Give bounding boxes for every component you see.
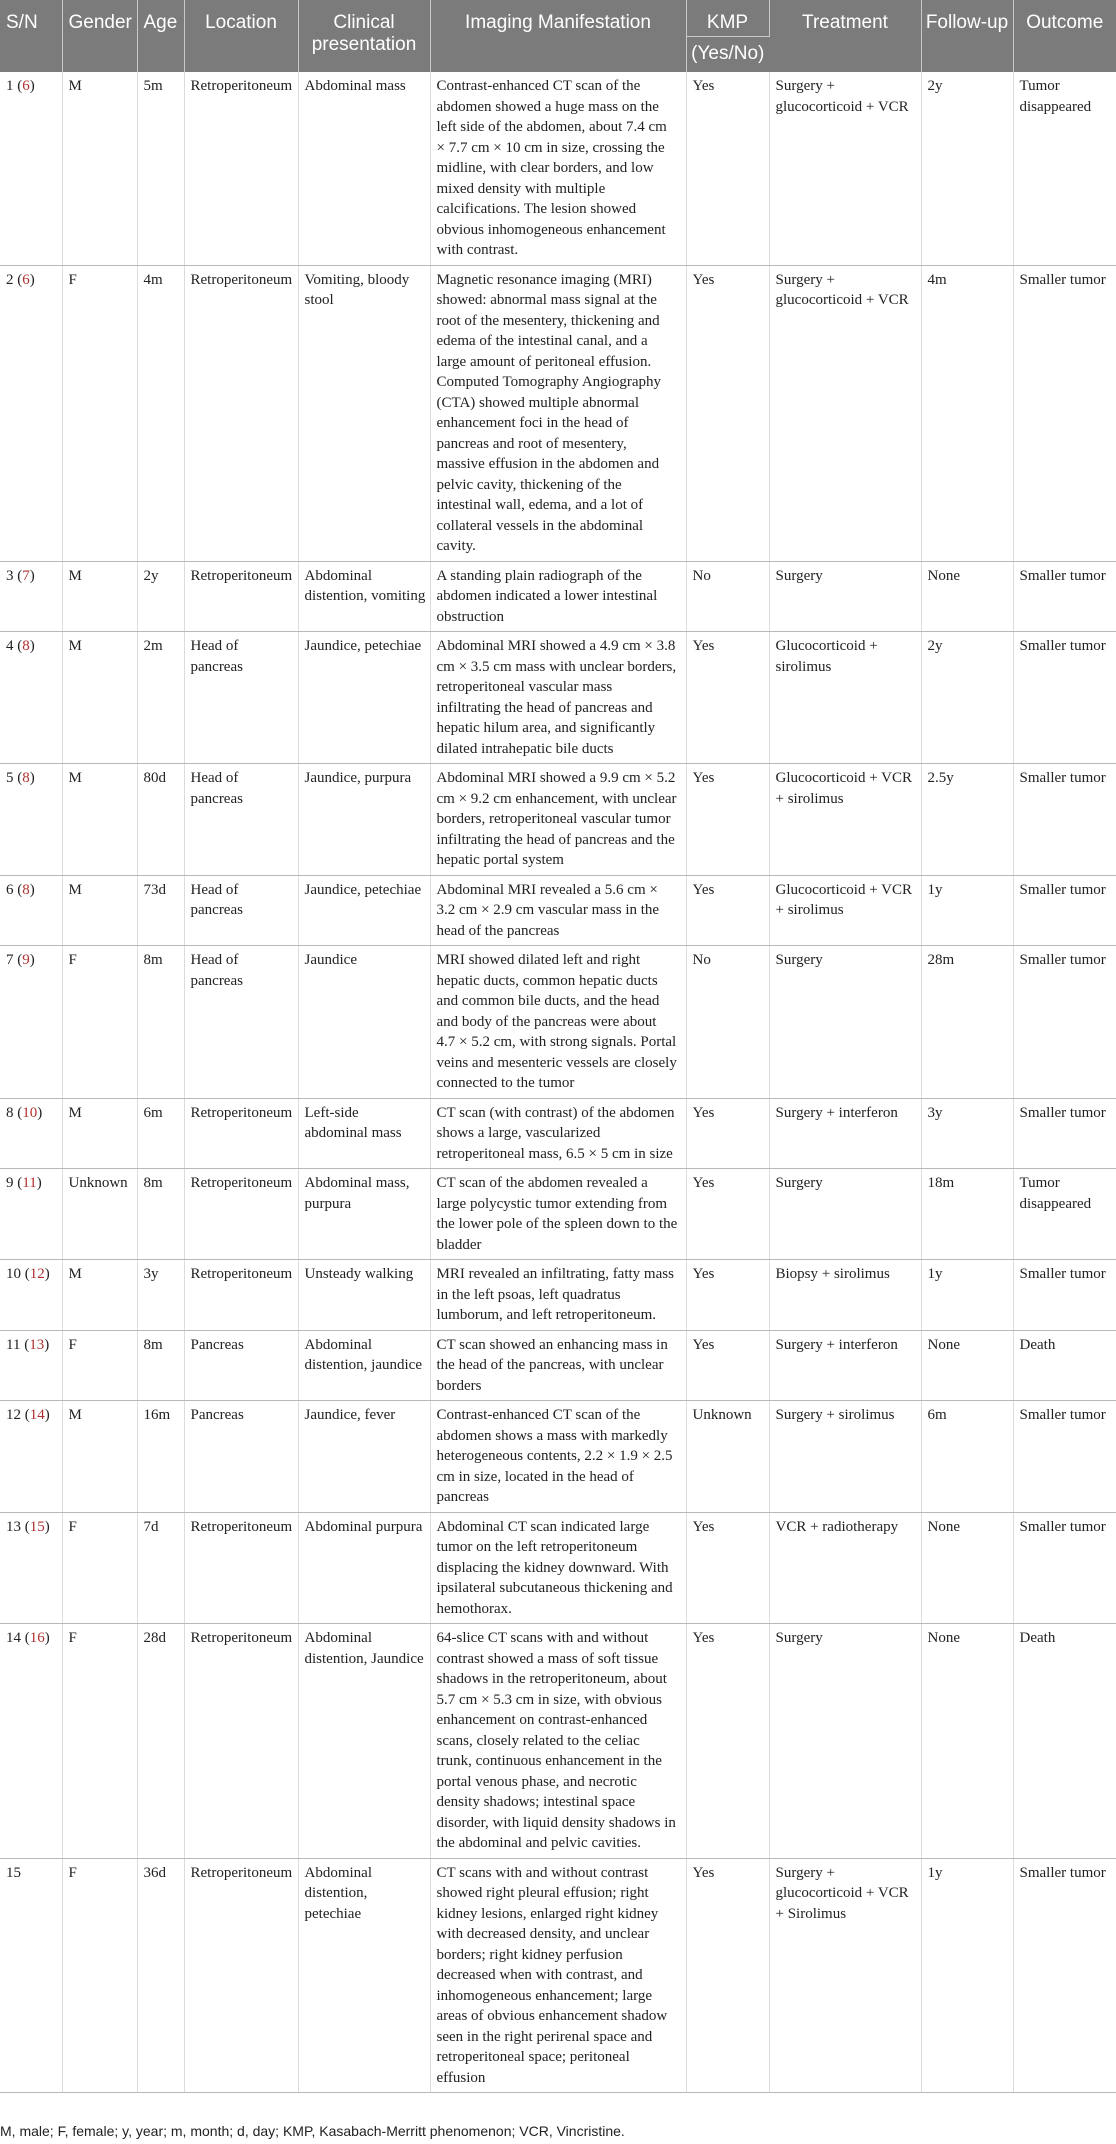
cell-imaging: 64-slice CT scans with and without contrast showed a mass of soft tissue shadows in the retroperitoneum, about 5.7 cm × 5.3 cm in size, with obvious enhancement on contrast-enhanced scans, closely related to the celiac trunk, continuous enhancement in the portal venous phase, and necrotic density shadows; intestinal space disorder, with liquid density shadows in the abdominal and pelvic cavities. [430, 1624, 686, 1859]
cell-age: 2y [137, 561, 184, 632]
reference-link[interactable]: (6) [13, 271, 35, 288]
cell-sn [0, 1624, 62, 1859]
header-treatment: Treatment [769, 0, 921, 72]
cell-clinical: Abdominal distention, petechiae [298, 1858, 430, 2093]
cell-gender: F [62, 265, 137, 561]
cell-followup: 1y [921, 1260, 1013, 1331]
cell-outcome: Tumor disappeared [1013, 1169, 1116, 1260]
reference-link[interactable]: (8) [13, 881, 35, 898]
cell-outcome: Smaller tumor [1013, 1401, 1116, 1513]
cell-gender: F [62, 1858, 137, 2093]
cell-sn [0, 632, 62, 764]
reference-number[interactable]: 14 [29, 1407, 45, 1423]
cell-gender: M [62, 1098, 137, 1169]
table-row [0, 1858, 1116, 2093]
cell-kmp: Yes [686, 1512, 769, 1624]
cell-age: 7d [137, 1512, 184, 1624]
reference-number[interactable]: 7 [22, 567, 30, 584]
cell-location: Retroperitoneum [184, 265, 298, 561]
header-age: Age [137, 0, 184, 72]
cell-imaging: Magnetic resonance imaging (MRI) showed: abnormal mass signal at the root of the mesentery, thickening and edema of the intestinal canal, and a large amount of peritoneal effusion. Computed Tomography Angiography (CTA) showed multiple abnormal enhancement foci in the head of pancreas and root of mesentery, massive effusion in the abdomen and pelvic cavity, thickening of the intestinal wall, edema, and a lot of collateral vessels in the abdominal cavity. [430, 265, 686, 561]
cell-location: Retroperitoneum [184, 1260, 298, 1331]
reference-number[interactable]: 6 [22, 271, 30, 288]
cell-imaging: CT scans with and without contrast showed right pleural effusion; right kidney lesions, enlarged right kidney with decreased density, and unclear borders; right kidney perfusion decreased when with contrast, and inhomogeneous enhancement; large areas of obvious enhancement shadow seen in the right perirenal space and retroperitoneal space; peritoneal effusion [430, 1858, 686, 2093]
cell-sn [0, 1858, 62, 2093]
sn-value: 5 [6, 770, 14, 786]
cell-treatment: Glucocorticoid + VCR + sirolimus [769, 764, 921, 876]
table-footnote: M, male; F, female; y, year; m, month; d, day; KMP, Kasabach-Merritt phenomenon; VCR, Vincristine. [0, 2123, 625, 2139]
cell-followup: 4m [921, 265, 1013, 561]
table-row [0, 1260, 1116, 1331]
sn-value: 7 [6, 952, 14, 968]
table-row [0, 764, 1116, 876]
cell-clinical: Jaundice, petechiae [298, 875, 430, 946]
cell-location: Retroperitoneum [184, 72, 298, 265]
cell-sn [0, 1098, 62, 1169]
cell-imaging: Abdominal MRI revealed a 5.6 cm × 3.2 cm × 2.9 cm vascular mass in the head of the pancreas [430, 875, 686, 946]
table-row [0, 72, 1116, 265]
cell-sn [0, 764, 62, 876]
sn-value: 10 [6, 1266, 21, 1282]
cell-followup: 3y [921, 1098, 1013, 1169]
cell-age: 28d [137, 1624, 184, 1859]
cell-gender: M [62, 875, 137, 946]
sn-value: 14 [6, 1630, 21, 1646]
cell-outcome: Smaller tumor [1013, 1512, 1116, 1624]
cell-followup: None [921, 561, 1013, 632]
cell-age: 5m [137, 72, 184, 265]
cell-location: Head of pancreas [184, 764, 298, 876]
cell-gender: F [62, 946, 137, 1099]
cell-age: 8m [137, 946, 184, 1099]
cell-treatment: VCR + radiotherapy [769, 1512, 921, 1624]
reference-number[interactable]: 9 [22, 952, 30, 968]
cell-outcome: Smaller tumor [1013, 265, 1116, 561]
table-row [0, 875, 1116, 946]
cell-clinical: Abdominal distention, Jaundice [298, 1624, 430, 1859]
sn-value: 11 [6, 1336, 21, 1353]
cell-sn [0, 72, 62, 265]
cell-age: 6m [137, 1098, 184, 1169]
cell-clinical: Jaundice, purpura [298, 764, 430, 876]
reference-link[interactable]: (7) [13, 567, 35, 584]
reference-link[interactable]: (15) [21, 1518, 50, 1535]
cell-kmp: Yes [686, 1858, 769, 2093]
cell-location: Retroperitoneum [184, 1624, 298, 1859]
cell-followup: 2y [921, 72, 1013, 265]
table-row [0, 632, 1116, 764]
header-gender: Gender [62, 0, 137, 72]
cell-sn [0, 875, 62, 946]
cell-imaging: Abdominal MRI showed a 9.9 cm × 5.2 cm × 9.2 cm enhancement, with unclear borders, retroperitoneal vascular tumor infiltrating the head of pancreas and the hepatic portal system [430, 764, 686, 876]
cell-gender: F [62, 1512, 137, 1624]
cell-kmp: Yes [686, 1624, 769, 1859]
cell-age: 2m [137, 632, 184, 764]
cell-imaging: A standing plain radiograph of the abdomen indicated a lower intestinal obstruction [430, 561, 686, 632]
cell-treatment: Surgery + sirolimus [769, 1401, 921, 1513]
table-row [0, 1098, 1116, 1169]
cell-age: 8m [137, 1330, 184, 1401]
sn-value: 4 [6, 638, 14, 654]
cell-location: Head of pancreas [184, 875, 298, 946]
table-row [0, 1624, 1116, 1859]
cell-gender: M [62, 1401, 137, 1513]
table-row [0, 946, 1116, 1099]
cell-followup: None [921, 1624, 1013, 1859]
cell-treatment: Surgery + interferon [769, 1330, 921, 1401]
cell-sn [0, 1401, 62, 1513]
cell-clinical: Abdominal mass, purpura [298, 1169, 430, 1260]
cell-clinical: Jaundice [298, 946, 430, 1099]
cell-age: 80d [137, 764, 184, 876]
cell-followup: None [921, 1512, 1013, 1624]
cell-outcome: Smaller tumor [1013, 632, 1116, 764]
cell-kmp: Yes [686, 1098, 769, 1169]
cell-outcome: Tumor disappeared [1013, 72, 1116, 265]
reference-number[interactable]: 16 [29, 1630, 45, 1646]
reference-number[interactable]: 10 [22, 1104, 38, 1121]
cell-kmp: Unknown [686, 1401, 769, 1513]
header-followup: Follow-up [921, 0, 1013, 72]
cell-treatment: Surgery + glucocorticoid + VCR [769, 72, 921, 265]
cell-gender: F [62, 1330, 137, 1401]
cell-followup: 1y [921, 875, 1013, 946]
table-row [0, 1169, 1116, 1260]
cell-kmp: Yes [686, 1330, 769, 1401]
table-row [0, 561, 1116, 632]
cell-imaging: CT scan of the abdomen revealed a large polycystic tumor extending from the lower pole of the spleen down to the bladder [430, 1169, 686, 1260]
sn-value: 2 [6, 271, 14, 288]
header-clinical: Clinical presentation [298, 0, 430, 72]
cell-kmp: Yes [686, 875, 769, 946]
sn-value: 8 [6, 1104, 14, 1121]
cell-kmp: Yes [686, 764, 769, 876]
sn-value: 9 [6, 1175, 14, 1191]
cell-imaging: CT scan showed an enhancing mass in the head of the pancreas, with unclear borders [430, 1330, 686, 1401]
cell-location: Retroperitoneum [184, 1169, 298, 1260]
reference-link[interactable]: (16) [21, 1630, 50, 1646]
cell-treatment: Surgery + glucocorticoid + VCR [769, 265, 921, 561]
reference-number[interactable]: 13 [29, 1336, 45, 1353]
reference-link[interactable]: (11) [13, 1175, 42, 1191]
cell-outcome: Death [1013, 1624, 1116, 1859]
cell-clinical: Abdominal mass [298, 72, 430, 265]
cell-age: 8m [137, 1169, 184, 1260]
reference-link[interactable]: (12) [21, 1266, 50, 1282]
cell-clinical: Abdominal distention, vomiting [298, 561, 430, 632]
cell-followup: 2y [921, 632, 1013, 764]
cell-treatment: Surgery [769, 561, 921, 632]
cell-gender: Unknown [62, 1169, 137, 1260]
sn-value: 1 [6, 78, 14, 94]
cell-treatment: Biopsy + sirolimus [769, 1260, 921, 1331]
cell-gender: M [62, 561, 137, 632]
cell-outcome: Smaller tumor [1013, 764, 1116, 876]
table-row [0, 265, 1116, 561]
cell-sn [0, 946, 62, 1099]
reference-number[interactable]: 8 [22, 881, 30, 898]
cell-treatment: Surgery [769, 946, 921, 1099]
header-kmp-sub: (Yes/No) [686, 37, 769, 73]
cell-location: Pancreas [184, 1401, 298, 1513]
cell-outcome: Smaller tumor [1013, 561, 1116, 632]
header-sn: S/N [0, 0, 62, 72]
table-row [0, 1401, 1116, 1513]
cell-outcome: Smaller tumor [1013, 875, 1116, 946]
cell-imaging: CT scan (with contrast) of the abdomen shows a large, vascularized retroperitoneal mass, 6.5 × 5 cm in size [430, 1098, 686, 1169]
cell-clinical: Jaundice, petechiae [298, 632, 430, 764]
cell-location: Head of pancreas [184, 632, 298, 764]
table-row [0, 1330, 1116, 1401]
reference-link[interactable]: (10) [13, 1104, 43, 1121]
cell-gender: F [62, 1624, 137, 1859]
cell-gender: M [62, 764, 137, 876]
cell-age: 3y [137, 1260, 184, 1331]
cell-sn [0, 561, 62, 632]
cell-kmp: No [686, 946, 769, 1099]
cell-treatment: Glucocorticoid + sirolimus [769, 632, 921, 764]
cell-kmp: Yes [686, 1169, 769, 1260]
sn-value: 15 [6, 1864, 21, 1881]
header-location: Location [184, 0, 298, 72]
cell-kmp: No [686, 561, 769, 632]
cell-treatment: Surgery + interferon [769, 1098, 921, 1169]
table-row [0, 1512, 1116, 1624]
cell-outcome: Smaller tumor [1013, 946, 1116, 1099]
cell-kmp: Yes [686, 72, 769, 265]
cell-kmp: Yes [686, 265, 769, 561]
reference-link[interactable]: (9) [13, 952, 35, 968]
reference-link[interactable]: (14) [21, 1407, 50, 1423]
cell-gender: M [62, 1260, 137, 1331]
reference-link[interactable]: (13) [20, 1336, 50, 1353]
cell-gender: M [62, 72, 137, 265]
cell-clinical: Jaundice, fever [298, 1401, 430, 1513]
cell-followup: 28m [921, 946, 1013, 1099]
reference-number[interactable]: 6 [22, 78, 30, 94]
sn-value: 12 [6, 1407, 21, 1423]
header-kmp: KMP [686, 0, 769, 37]
cell-followup: None [921, 1330, 1013, 1401]
cell-sn [0, 1330, 62, 1401]
reference-link[interactable]: (8) [13, 770, 35, 786]
cell-imaging: Abdominal MRI showed a 4.9 cm × 3.8 cm × 3.5 cm mass with unclear borders, retroperitoneal vascular mass infiltrating the head of pancreas and hepatic hilum area, and significantly dilated intrahepatic bile ducts [430, 632, 686, 764]
cell-sn [0, 265, 62, 561]
table-body [0, 72, 1116, 2093]
reference-number[interactable]: 15 [29, 1518, 45, 1535]
reference-number[interactable]: 8 [22, 638, 30, 654]
cell-age: 16m [137, 1401, 184, 1513]
cell-clinical: Abdominal distention, jaundice [298, 1330, 430, 1401]
cell-age: 36d [137, 1858, 184, 2093]
reference-link[interactable]: (6) [13, 78, 35, 94]
cell-location: Retroperitoneum [184, 1098, 298, 1169]
reference-link[interactable]: (8) [13, 638, 35, 654]
cell-followup: 2.5y [921, 764, 1013, 876]
table-header [0, 0, 1116, 72]
sn-value: 6 [6, 881, 14, 898]
cell-clinical: Unsteady walking [298, 1260, 430, 1331]
cell-clinical: Abdominal purpura [298, 1512, 430, 1624]
cell-followup: 18m [921, 1169, 1013, 1260]
cell-outcome: Smaller tumor [1013, 1260, 1116, 1331]
cell-location: Retroperitoneum [184, 1512, 298, 1624]
cell-imaging: Contrast-enhanced CT scan of the abdomen shows a mass with markedly heterogeneous contents, 2.2 × 1.9 × 2.5 cm in size, located in the head of pancreas [430, 1401, 686, 1513]
cell-gender: M [62, 632, 137, 764]
cell-treatment: Glucocorticoid + VCR + sirolimus [769, 875, 921, 946]
reference-number[interactable]: 8 [22, 770, 30, 786]
sn-value: 3 [6, 567, 14, 584]
cell-location: Pancreas [184, 1330, 298, 1401]
cell-sn [0, 1169, 62, 1260]
cell-sn [0, 1260, 62, 1331]
cell-imaging: Contrast-enhanced CT scan of the abdomen showed a huge mass on the left side of the abdomen, about 7.4 cm × 7.7 cm × 10 cm in size, crossing the midline, with clear borders, and low mixed density with multiple calcifications. The lesion showed obvious inhomogeneous enhancement with contrast. [430, 72, 686, 265]
cell-treatment: Surgery [769, 1169, 921, 1260]
reference-number[interactable]: 12 [29, 1266, 45, 1282]
cell-followup: 6m [921, 1401, 1013, 1513]
header-imaging: Imaging Manifestation [430, 0, 686, 72]
cell-imaging: MRI revealed an infiltrating, fatty mass in the left psoas, left quadratus lumborum, and left retroperitoneum. [430, 1260, 686, 1331]
cell-outcome: Smaller tumor [1013, 1858, 1116, 2093]
cell-followup: 1y [921, 1858, 1013, 2093]
cell-outcome: Smaller tumor [1013, 1098, 1116, 1169]
cell-treatment: Surgery + glucocorticoid + VCR + Sirolimus [769, 1858, 921, 2093]
cell-imaging: MRI showed dilated left and right hepatic ducts, common hepatic ducts and common bile ducts, and the head and body of the pancreas were about 4.7 × 5.2 cm, with strong signals. Portal veins and mesenteric vessels are closely connected to the tumor [430, 946, 686, 1099]
cell-clinical: Left-side abdominal mass [298, 1098, 430, 1169]
cell-location: Retroperitoneum [184, 561, 298, 632]
cell-sn [0, 1512, 62, 1624]
cell-location: Head of pancreas [184, 946, 298, 1099]
cell-imaging: Abdominal CT scan indicated large tumor on the left retroperitoneum displacing the kidney downward. With ipsilateral subcutaneous thickening and hemothorax. [430, 1512, 686, 1624]
cell-kmp: Yes [686, 1260, 769, 1331]
sn-value: 13 [6, 1518, 21, 1535]
cell-outcome: Death [1013, 1330, 1116, 1401]
cell-age: 4m [137, 265, 184, 561]
header-outcome: Outcome [1013, 0, 1116, 72]
cell-treatment: Surgery [769, 1624, 921, 1859]
reference-number[interactable]: 11 [22, 1175, 37, 1191]
cell-age: 73d [137, 875, 184, 946]
cell-location: Retroperitoneum [184, 1858, 298, 2093]
cell-clinical: Vomiting, bloody stool [298, 265, 430, 561]
cell-kmp: Yes [686, 632, 769, 764]
